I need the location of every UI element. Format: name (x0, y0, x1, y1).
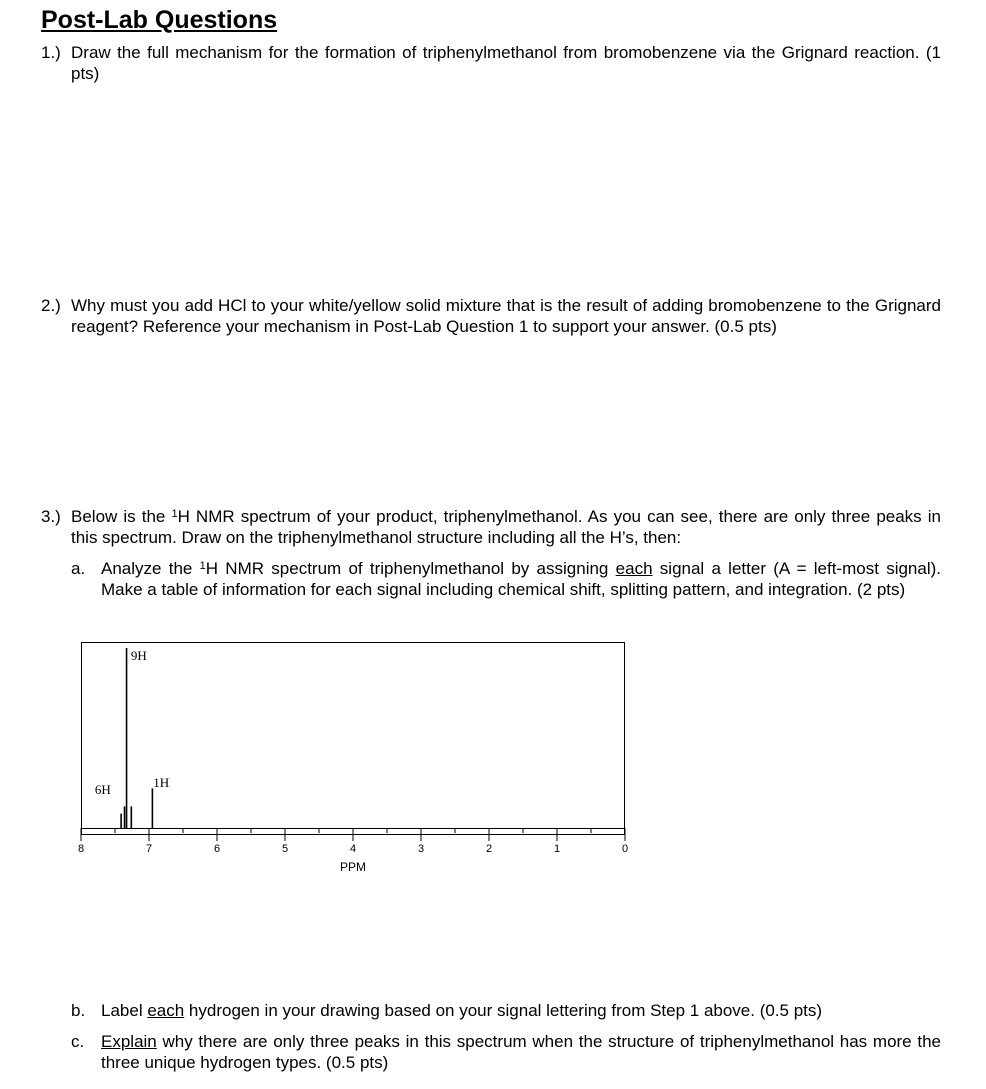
x-tick-label: 2 (485, 843, 493, 855)
integration-label: 1H (153, 775, 170, 790)
subquestion-text: Explain why there are only three peaks in this spectrum when the structure of triphenylmethanol has more the three unique hydrogen types. (0.5 pts) (101, 1032, 941, 1072)
question-number: 2.) (41, 296, 61, 315)
x-tick-label: 0 (621, 843, 629, 855)
question-text: Draw the full mechanism for the formation of triphenylmethanol from bromobenzene via the Grignard reaction. (1 pts) (71, 43, 941, 83)
x-tick-label: 7 (145, 843, 153, 855)
question-3 (41, 506, 941, 548)
subquestion-text: Analyze the $^1$H NMR spectrum of triphenylmethanol by assigning each signal a letter (A = left-most signal). Make a table of information for each signal including chemical shift, splitting pattern, and integration. (2 pts) (101, 559, 941, 599)
question-3a (71, 558, 941, 600)
x-tick-label: 3 (417, 843, 425, 855)
subquestion-text: Label each hydrogen in your drawing based on your signal lettering from Step 1 above. (0.5 pts) (101, 1001, 823, 1020)
subquestion-letter: b. (71, 1001, 86, 1020)
x-tick-label: 6 (213, 843, 221, 855)
question-3b (71, 1000, 941, 1021)
x-axis (78, 828, 628, 855)
question-3c (71, 1031, 941, 1073)
question-number: 3.) (41, 507, 61, 526)
subquestion-letter: a. (71, 559, 86, 578)
subquestion-letter: c. (71, 1032, 85, 1051)
question-text: Why must you add HCl to your white/yellow solid mixture that is the result of adding bromobenzene to the Grignard reagent? Reference your mechanism in Post-Lab Question 1 to support your answer. (0.5 pts) (71, 296, 941, 336)
x-axis-label: PPM (339, 860, 367, 874)
x-tick-label: 8 (77, 843, 85, 855)
integration-label: 6H (94, 782, 111, 797)
question-2 (41, 295, 941, 337)
peak-group (121, 648, 152, 828)
page-title: Post-Lab Questions (41, 6, 278, 34)
x-tick-label: 4 (349, 843, 357, 855)
nmr-spectrum (75, 636, 635, 876)
question-number: 1.) (41, 43, 61, 62)
x-tick-label: 1 (553, 843, 561, 855)
question-text: Below is the $^1$H NMR spectrum of your product, triphenylmethanol. As you can see, there are only three peaks in this spectrum. Draw on the triphenylmethanol structure including all the H’s, then: (71, 507, 941, 547)
question-1 (41, 42, 941, 84)
plot-frame (82, 643, 625, 835)
x-tick-label: 5 (281, 843, 289, 855)
integration-label: 9H (130, 648, 147, 663)
integration-labels (95, 648, 169, 797)
